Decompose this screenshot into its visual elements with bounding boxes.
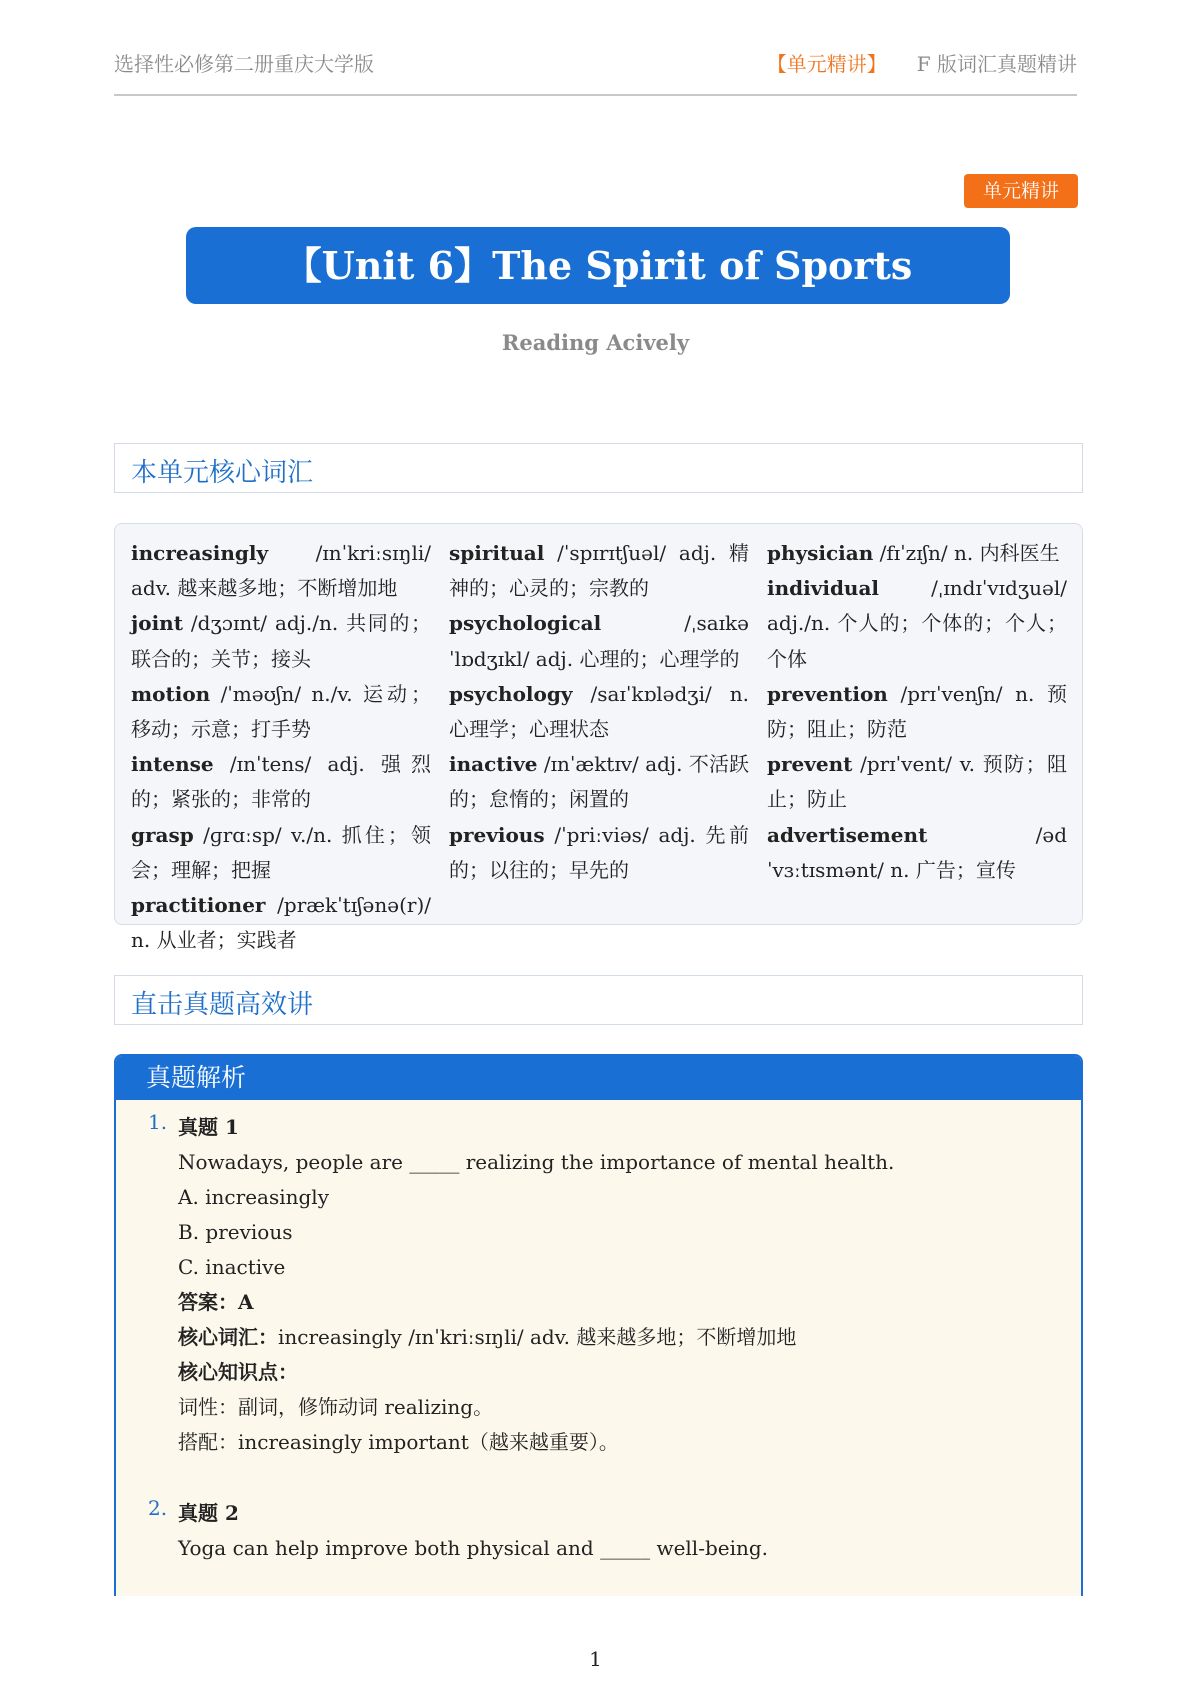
vocab-definition: /ədˈvɜːtɪsmənt/ n. 广告；宣传: [767, 822, 1067, 882]
vocab-entry: [449, 747, 749, 817]
answer-value: A: [238, 1290, 254, 1314]
vocab-definition: /ɪnˈæktɪv/ adj. 不活跃的；怠惰的；闲置的: [449, 752, 749, 812]
header-right: [767, 48, 1077, 77]
vocab-word: physician: [767, 541, 874, 565]
section-exam-title: 直击真题高效讲: [131, 990, 314, 1020]
vocab-word: previous: [449, 822, 545, 847]
vocab-word: motion: [131, 681, 211, 706]
knowledge-point: 词性：副词，修饰动词 realizing。: [178, 1395, 494, 1419]
vocab-word: advertisement: [767, 822, 928, 847]
vocab-entry: [767, 677, 1067, 747]
vocab-word: individual: [767, 576, 880, 601]
vocab-box: [114, 523, 1083, 953]
vocab-entry: [767, 818, 1067, 888]
question-2: [148, 1496, 1048, 1566]
vocab-entry: [131, 747, 431, 817]
vocab-word: grasp: [131, 822, 194, 847]
vocab-definition: /dʒɔɪnt/ adj./n. 共同的；联合的；关节；接头: [131, 611, 431, 671]
vocab-entry: [767, 747, 1067, 817]
vocab-word: joint: [131, 611, 183, 636]
core-vocab-label: 核心词汇：: [178, 1325, 278, 1349]
question-label: 真题 2: [178, 1501, 239, 1525]
option-c: C. inactive: [178, 1255, 286, 1279]
page-title: 【Unit 6】The Spirit of Sports: [186, 227, 1010, 304]
vocab-word: intense: [131, 752, 214, 777]
option-b: B. previous: [178, 1220, 293, 1244]
core-vocab-line: [178, 1320, 1078, 1355]
vocab-definition: /ɪnˈtens/ adj. 强烈的；紧张的；非常的: [131, 752, 431, 812]
vocab-definition: /prɪˈvent/ v. 预防；阻止；防止: [767, 752, 1067, 812]
vocab-entry: [767, 536, 1067, 571]
answer-line: [178, 1285, 1078, 1320]
vocab-word: prevent: [767, 752, 853, 777]
vocab-word: prevention: [767, 681, 888, 706]
exercise-box: [114, 1054, 1083, 1596]
page-subtitle: Reading Acively: [501, 330, 690, 355]
answer-label: 答案：: [178, 1290, 238, 1314]
page-header: [114, 44, 1077, 96]
vocab-definition: /fɪˈzɪʃn/ n. 内科医生: [873, 541, 1060, 565]
vocab-entry: [131, 677, 431, 747]
question-number: 2.: [148, 1496, 168, 1520]
vocab-word: increasingly: [131, 541, 269, 565]
header-series-title: F 版词汇真题精讲: [916, 52, 1077, 76]
question-label: 真题 1: [178, 1115, 239, 1139]
vocab-column-3: [767, 536, 1067, 888]
section-exam-heading: [114, 975, 1083, 1025]
vocab-entry: [767, 571, 1067, 677]
vocab-definition: /prɪˈvenʃn/ n. 预防；阻止；防范: [767, 681, 1067, 742]
vocab-word: spiritual: [449, 541, 545, 565]
vocab-definition: /saɪˈkɒlədʒi/ n. 心理学；心理状态: [449, 681, 749, 742]
section-core-vocab-heading: [114, 443, 1083, 493]
question-stem: Yoga can help improve both physical and _____ well-being.: [178, 1536, 769, 1560]
header-book-title: 选择性必修第二册重庆大学版: [114, 52, 374, 76]
knowledge-points-label: 核心知识点：: [178, 1360, 298, 1384]
vocab-entry: [131, 818, 431, 888]
unit-badge: 单元精讲: [964, 174, 1078, 208]
vocab-word: practitioner: [131, 893, 266, 918]
header-tag: 【单元精讲】: [766, 52, 887, 76]
section-core-vocab-title: 本单元核心词汇: [131, 458, 314, 488]
core-vocab-value: increasingly /ɪnˈkriːsɪŋli/ adv. 越来越多地；不断增加地: [278, 1325, 797, 1349]
vocab-entry: [131, 888, 431, 958]
vocab-definition: /ˌɪndɪˈvɪdʒuəl/ adj./n. 个人的；个体的；个人；个体: [767, 576, 1067, 671]
vocab-definition: /prækˈtɪʃənə(r)/ n. 从业者；实践者: [131, 893, 431, 953]
vocab-column-1: [131, 536, 431, 958]
question-1: [148, 1110, 1048, 1460]
vocab-word: psychology: [449, 681, 573, 706]
vocab-definition: /ˈpriːviəs/ adj. 先前的；以往的；早先的: [449, 822, 749, 882]
vocab-word: inactive: [449, 752, 538, 777]
page-number: 1: [589, 1647, 602, 1671]
vocab-definition: /ɡrɑːsp/ v./n. 抓住；领会；理解；把握: [131, 822, 431, 882]
vocab-entry: [449, 818, 749, 888]
vocab-definition: /ɪnˈkriːsɪŋli/ adv. 越来越多地；不断增加地: [131, 541, 431, 601]
knowledge-point: 搭配：increasingly important（越来越重要）。: [178, 1430, 619, 1454]
exercise-box-title: 真题解析: [116, 1056, 1081, 1100]
vocab-column-2: [449, 536, 749, 888]
vocab-entry: [449, 606, 749, 676]
vocab-word: psychological: [449, 611, 602, 636]
vocab-definition: /ˈməʊʃn/ n./v. 运动；移动；示意；打手势: [131, 681, 431, 742]
vocab-entry: [131, 606, 431, 676]
question-stem: Nowadays, people are _____ realizing the importance of mental health.: [178, 1150, 895, 1174]
vocab-entry: [449, 677, 749, 747]
vocab-entry: [131, 536, 431, 606]
question-number: 1.: [148, 1110, 168, 1134]
option-a: A. increasingly: [178, 1185, 329, 1209]
vocab-definition: /ˌsaɪkəˈlɒdʒɪkl/ adj. 心理的；心理学的: [449, 611, 749, 671]
vocab-entry: [449, 536, 749, 606]
vocab-definition: /ˈspɪrɪtʃuəl/ adj. 精神的；心灵的；宗教的: [449, 541, 749, 601]
